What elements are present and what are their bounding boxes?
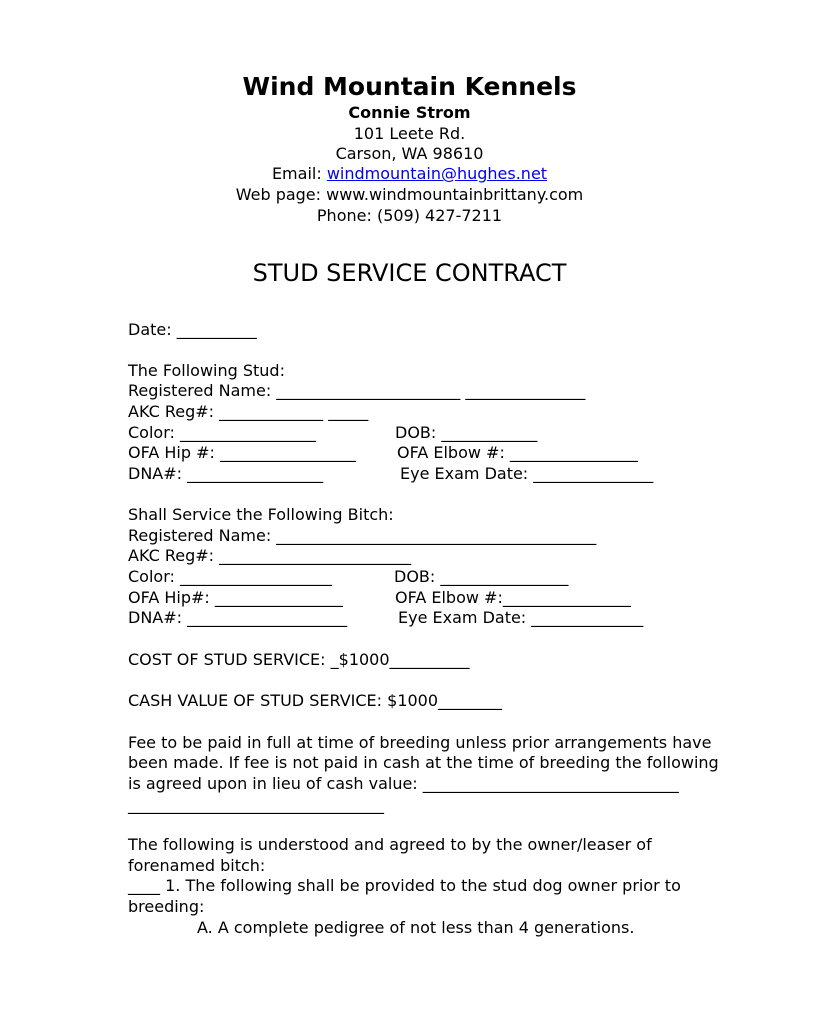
cost-of-stud-service: COST OF STUD SERVICE: _$1000__________ — [128, 650, 470, 669]
contract-title: STUD SERVICE CONTRACT — [252, 259, 567, 287]
agreement-item-1-line-1: ____ 1. The following shall be provided to the stud dog owner prior to — [128, 876, 681, 895]
bitch-eye-exam: Eye Exam Date: ______________ — [398, 608, 644, 627]
fee-line-1: Fee to be paid in full at time of breeding unless prior arrangements have — [128, 733, 712, 752]
stud-heading: The Following Stud: — [128, 361, 285, 380]
stud-eye-exam: Eye Exam Date: _______________ — [400, 464, 654, 483]
bitch-color: Color: ___________________ — [128, 567, 332, 586]
fee-line-4: ________________________________ — [128, 795, 384, 814]
phone-line: Phone: (509) 427-7211 — [316, 206, 503, 225]
stud-dob: DOB: ____________ — [395, 423, 538, 442]
address-line-1: 101 Leete Rd. — [353, 124, 466, 143]
bitch-ofa-hip: OFA Hip#: ________________ — [128, 588, 343, 607]
fee-line-3: is agreed upon in lieu of cash value: ________________________________ — [128, 774, 679, 793]
stud-color: Color: _________________ — [128, 423, 316, 442]
email-label: Email: — [271, 164, 327, 183]
bitch-akc-reg: AKC Reg#: ________________________ — [128, 546, 412, 565]
stud-dna: DNA#: _________________ — [128, 464, 324, 483]
owner-name: Connie Strom — [348, 103, 471, 122]
cash-value-of-stud-service: CASH VALUE OF STUD SERVICE: $1000________ — [128, 691, 503, 710]
email-link[interactable]: windmountain@hughes.net — [326, 164, 548, 183]
bitch-registered-name: Registered Name: ________________________________________ — [128, 526, 597, 545]
agreement-item-1-line-2: breeding: — [128, 897, 205, 916]
address-line-2: Carson, WA 98610 — [335, 144, 484, 163]
stud-ofa-elbow: OFA Elbow #: ________________ — [397, 443, 638, 462]
stud-akc-reg: AKC Reg#: _____________ _____ — [128, 402, 369, 421]
stud-registered-name: Registered Name: _______________________ _______________ — [128, 381, 586, 400]
email-line — [0, 164, 819, 184]
stud-ofa-hip: OFA Hip #: _________________ — [128, 443, 356, 462]
date-field: Date: __________ — [128, 320, 257, 339]
bitch-heading: Shall Service the Following Bitch: — [128, 505, 394, 524]
agreement-item-1-a: A. A complete pedigree of not less than 4 generations. — [197, 918, 635, 937]
agreement-line-1: The following is understood and agreed to by the owner/leaser of — [128, 835, 652, 854]
agreement-line-2: forenamed bitch: — [128, 856, 266, 875]
kennel-name: Wind Mountain Kennels — [242, 72, 577, 101]
bitch-dna: DNA#: ____________________ — [128, 608, 348, 627]
bitch-ofa-elbow: OFA Elbow #:________________ — [395, 588, 631, 607]
bitch-dob: DOB: ________________ — [394, 567, 569, 586]
webpage-line: Web page: www.windmountainbrittany.com — [235, 185, 584, 204]
fee-line-2: been made. If fee is not paid in cash at the time of breeding the following — [128, 753, 719, 772]
